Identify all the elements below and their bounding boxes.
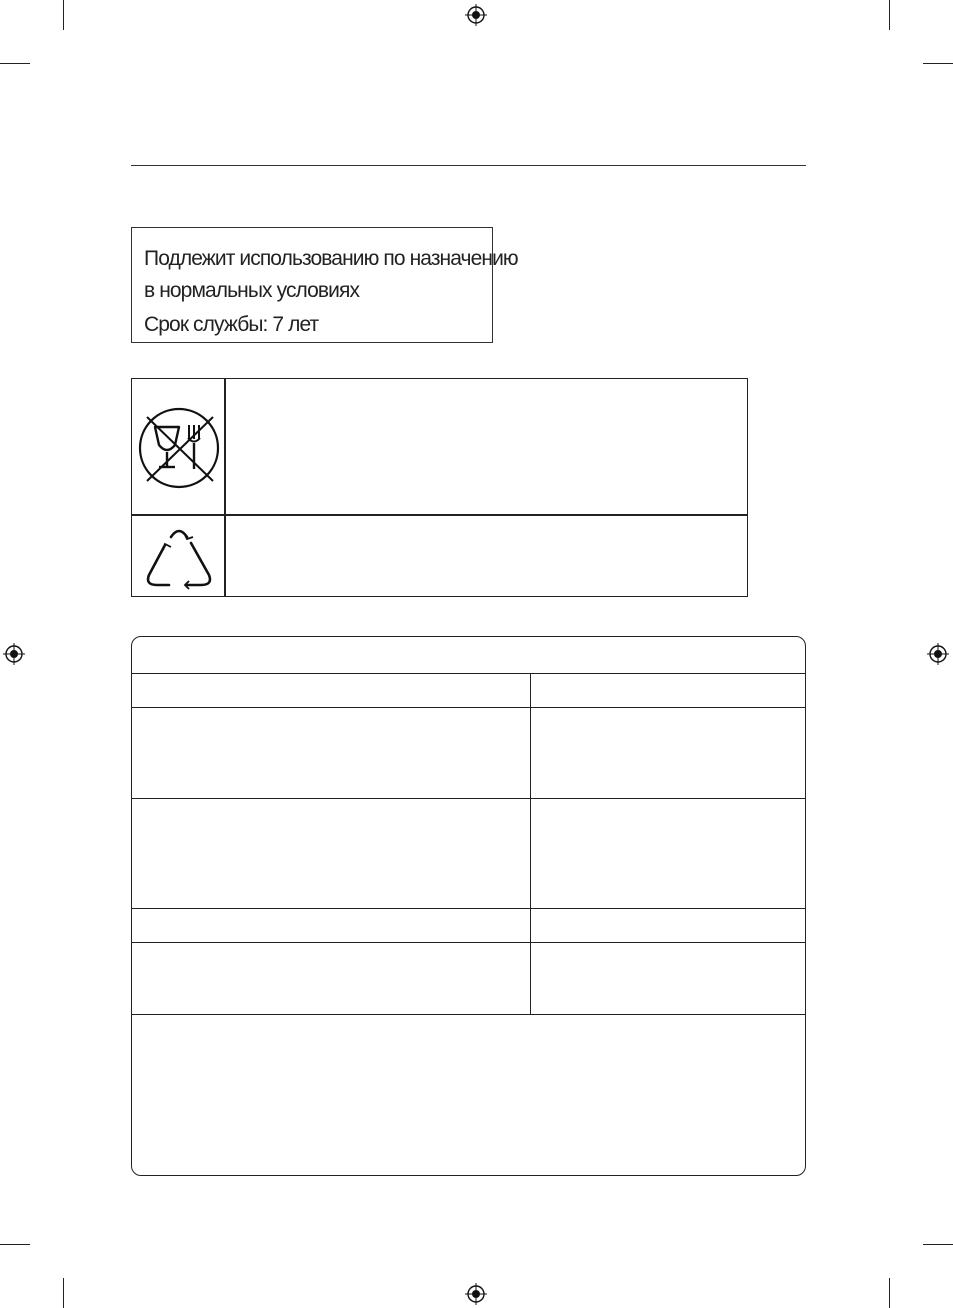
spec-column-divider [530, 673, 531, 1014]
spec-row-divider [132, 908, 805, 909]
spec-row-divider [132, 798, 805, 799]
recycle-triangle-icon [143, 523, 215, 591]
crop-mark-bottom-left-v [63, 1278, 64, 1308]
spec-row-divider [132, 673, 805, 674]
usage-notice-line-2: в нормальных условиях [144, 279, 360, 302]
crop-mark-top-right-v [889, 0, 890, 30]
not-for-food-contact-icon [137, 405, 221, 491]
spec-row-divider [132, 707, 805, 708]
crop-mark-bottom-right-v [889, 1278, 890, 1308]
crop-mark-top-left-h [0, 63, 30, 64]
usage-notice-line-3: Срок службы: 7 лет [144, 313, 319, 336]
crop-mark-top-right-h [923, 63, 953, 64]
registration-crosshair-icon [3, 643, 25, 665]
crop-mark-top-left-v [63, 0, 64, 30]
registration-crosshair-icon [465, 1283, 487, 1305]
specification-table [131, 636, 806, 1176]
spec-row-divider [132, 1014, 805, 1015]
spec-row-divider [132, 942, 805, 943]
usage-notice-box [131, 227, 518, 343]
usage-notice-line-1: Подлежит использованию по назначению [144, 247, 518, 270]
section-rule [131, 165, 806, 166]
registration-crosshair-icon [927, 643, 949, 665]
crop-mark-bottom-left-h [0, 1244, 30, 1245]
crop-mark-bottom-right-h [923, 1244, 953, 1245]
registration-crosshair-icon [465, 4, 487, 26]
symbol-table [131, 378, 748, 597]
symbol-table-divider-v [224, 379, 226, 596]
symbol-table-divider-h [132, 514, 747, 516]
